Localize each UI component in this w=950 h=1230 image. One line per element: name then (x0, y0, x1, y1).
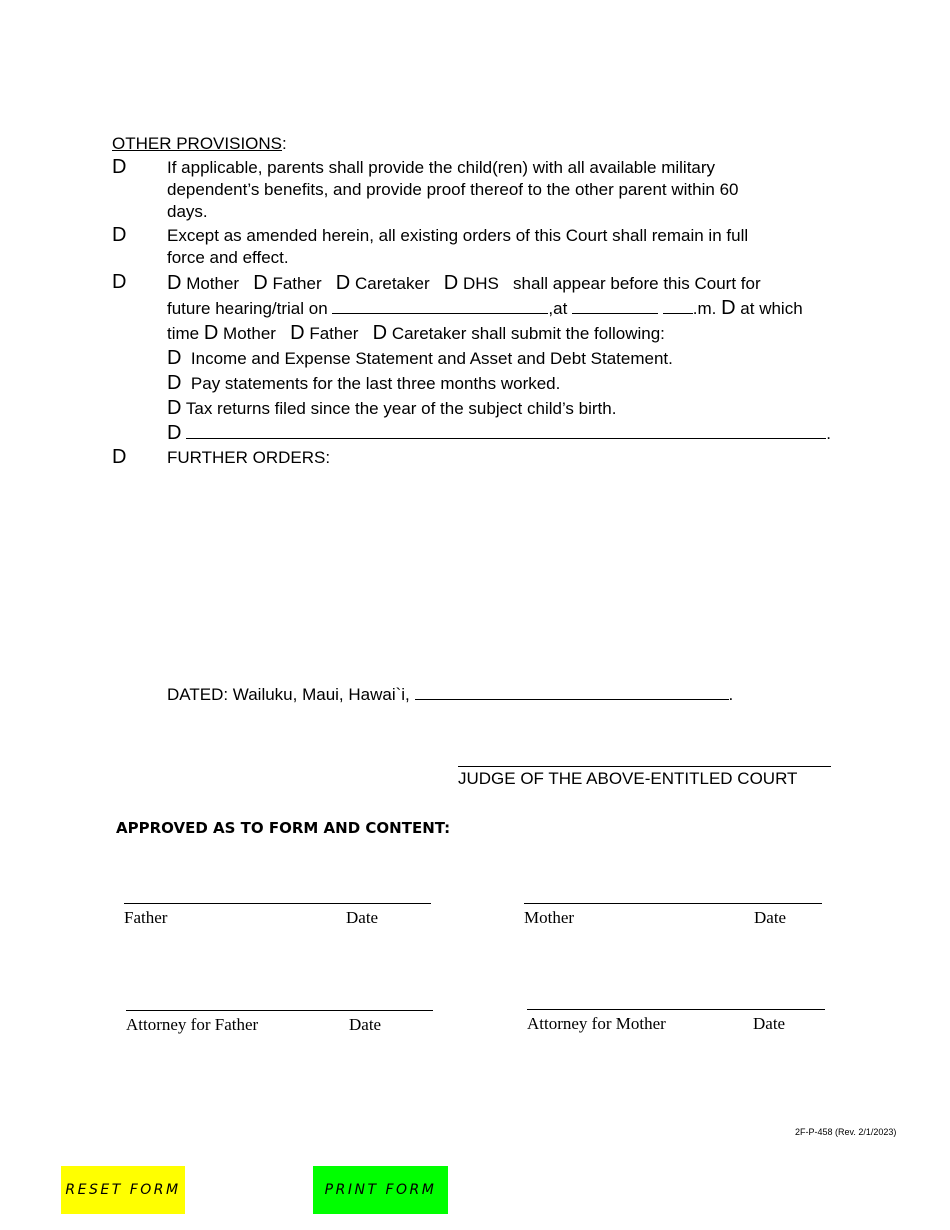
submit-mother-checkbox[interactable]: D (203, 322, 219, 344)
hearing-date-line: future hearing/trial on ,at .m. D at which (167, 297, 803, 319)
reset-form-button[interactable]: RESET FORM (61, 1166, 185, 1214)
submit-father-checkbox[interactable]: D (290, 322, 305, 344)
further-orders-checkbox[interactable]: D (112, 446, 127, 468)
dated-field[interactable] (415, 683, 729, 700)
father-checkbox[interactable]: D (253, 272, 268, 294)
hearing-date-field[interactable] (332, 297, 548, 314)
at-which-checkbox[interactable]: D (721, 297, 736, 319)
hearing-time-field[interactable] (572, 297, 658, 314)
existing-orders-line-2: force and effect. (167, 248, 289, 267)
attorney-mother-date-label: Date (753, 1014, 786, 1033)
income-statement-checkbox[interactable]: D (167, 347, 182, 369)
mother-date-label: Date (754, 908, 787, 927)
approved-heading: APPROVED AS TO FORM AND CONTENT: (116, 819, 451, 837)
mother-checkbox[interactable]: D (167, 272, 182, 294)
pay-statements-item: D Pay statements for the last three months worked. (167, 372, 561, 394)
tax-returns-checkbox[interactable]: D (167, 397, 182, 419)
form-number: 2F-P-458 (Rev. 2/1/2023) (795, 1127, 897, 1137)
mother-label: Mother (524, 908, 575, 927)
attorney-father-signature-line[interactable] (126, 1010, 433, 1011)
existing-orders-checkbox[interactable]: D (112, 224, 127, 246)
submit-parties-line: time D Mother D Father D Caretaker shall submit the following: (167, 322, 665, 344)
further-orders-text-area[interactable] (167, 472, 837, 662)
military-line-2: dependent’s benefits, and provide proof thereof to the other parent within 60 (167, 180, 739, 199)
am-pm-field[interactable] (663, 297, 693, 314)
judge-signature-line[interactable] (458, 766, 831, 767)
military-checkbox[interactable]: D (112, 156, 127, 178)
attorney-father-label: Attorney for Father (126, 1015, 259, 1034)
submit-caretaker-checkbox[interactable]: D (372, 322, 388, 344)
print-form-button[interactable]: PRINT FORM (313, 1166, 448, 1214)
military-line-1: If applicable, parents shall provide the child(ren) with all available military (167, 158, 716, 177)
pay-statements-checkbox[interactable]: D (167, 372, 182, 394)
attorney-mother-signature-line[interactable] (527, 1009, 825, 1010)
appear-checkbox[interactable]: D (112, 271, 127, 293)
attorney-mother-label: Attorney for Mother (527, 1014, 666, 1033)
attorney-father-date-label: Date (349, 1015, 382, 1034)
other-submission-checkbox[interactable]: D (167, 422, 182, 444)
section-heading: OTHER PROVISIONS: (112, 134, 287, 153)
income-statement-item: D Income and Expense Statement and Asset and Debt Statement. (167, 347, 673, 369)
further-orders-label: FURTHER ORDERS: (167, 448, 331, 467)
father-date-label: Date (346, 908, 379, 927)
military-line-3: days. (167, 202, 208, 221)
dated-line: DATED: Wailuku, Maui, Hawai`i, . (167, 685, 734, 704)
other-submission-item: D . (167, 422, 831, 444)
appear-parties-line: D Mother D Father D Caretaker D DHS shall appear before this Court for (167, 272, 761, 294)
caretaker-checkbox[interactable]: D (335, 272, 351, 294)
dhs-checkbox[interactable]: D (443, 272, 459, 294)
mother-signature-line[interactable] (524, 903, 822, 904)
father-label: Father (124, 908, 168, 927)
judge-label: JUDGE OF THE ABOVE-ENTITLED COURT (458, 769, 798, 788)
existing-orders-line-1: Except as amended herein, all existing orders of this Court shall remain in full (167, 226, 749, 245)
tax-returns-item: D Tax returns filed since the year of the subject child’s birth. (167, 397, 617, 419)
father-signature-line[interactable] (124, 903, 431, 904)
other-submission-field[interactable] (186, 422, 826, 439)
